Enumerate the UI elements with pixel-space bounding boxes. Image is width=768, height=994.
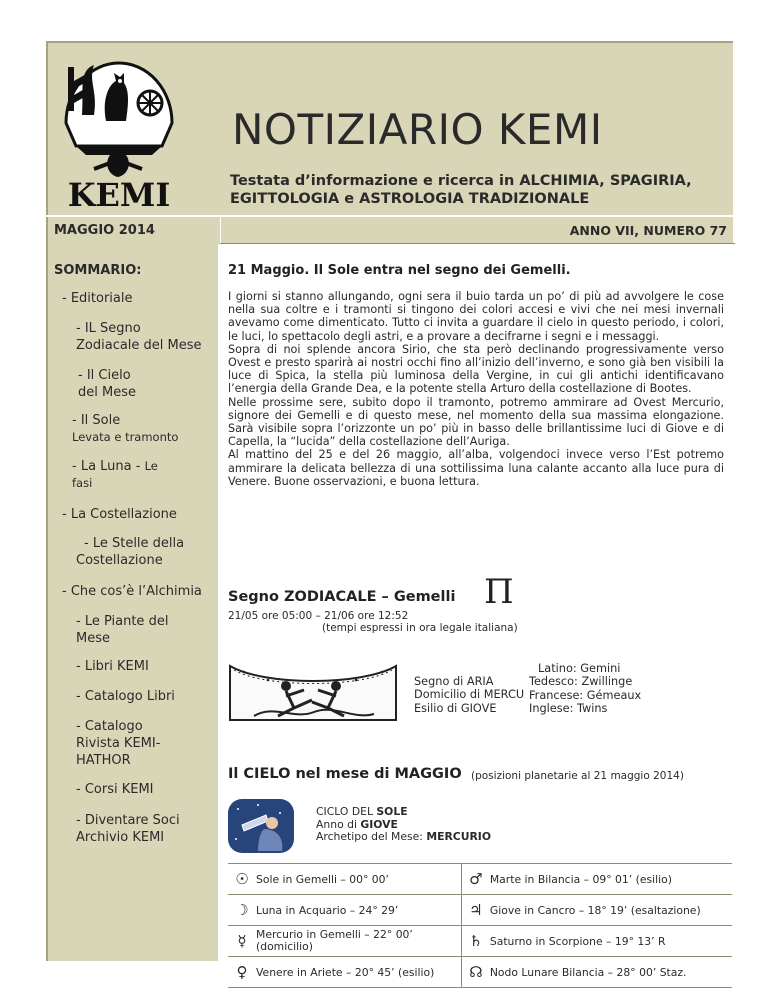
- toc-item-alchimia[interactable]: - Che cos’è l’Alchimia: [62, 584, 202, 599]
- toc-item-sole[interactable]: - Il Sole Levata e tramonto: [72, 413, 179, 444]
- mars-icon: ♂: [461, 864, 490, 895]
- planet-positions-table: [228, 863, 732, 988]
- article-title: 21 Maggio. Il Sole entra nel segno dei Gemelli.: [228, 263, 571, 278]
- gemini-illustration-icon: [224, 660, 402, 726]
- toc-item-soci[interactable]: - Diventare Soci Archivio KEMI: [76, 813, 180, 845]
- header: [46, 41, 733, 215]
- zodiac-title: Segno ZODIACALE – Gemelli: [228, 589, 456, 605]
- sky-cycle-info: CICLO DEL SOLE Anno di GIOVE Archetipo del Mese: MERCURIO: [316, 805, 491, 843]
- toc-item-stelle[interactable]: - Le Stelle della Costellazione: [76, 536, 185, 568]
- toc-item-costellazione[interactable]: - La Costellazione: [62, 507, 177, 522]
- gemini-glyph-icon: Π: [484, 572, 514, 612]
- lunar-node-icon: ☊: [461, 957, 490, 988]
- moon-icon: ☽: [228, 895, 256, 926]
- newsletter-title: NOTIZIARIO KEMI: [232, 105, 603, 154]
- newsletter-subtitle: Testata d’informazione e ricerca in ALCHIMIA, SPAGIRIA, EGITTOLOGIA e ASTROLOGIA TRADIZIONALE: [230, 173, 692, 207]
- toc-item-catalogo-rivista[interactable]: - Catalogo Rivista KEMI- HATHOR: [76, 719, 161, 768]
- issue-band: [46, 217, 733, 244]
- toc-item-libri[interactable]: - Libri KEMI: [76, 659, 149, 674]
- table-row: ☉ Sole in Gemelli – 00° 00’ ♂ Marte in Bilancia – 09° 01’ (esilio): [228, 864, 732, 895]
- jupiter-icon: ♃: [461, 895, 490, 926]
- saturn-icon: ♄: [461, 926, 490, 957]
- kemi-logo: [54, 51, 184, 211]
- sun-icon: ☉: [228, 864, 256, 895]
- table-row: ♀ Venere in Ariete – 20° 45’ (esilio) ☊ Nodo Lunare Bilancia – 28° 00’ Staz.: [228, 957, 732, 988]
- zodiac-dates: 21/05 ore 05:00 – 21/06 ore 12:52: [228, 610, 409, 622]
- sky-title: Il CIELO nel mese di MAGGIO: [228, 766, 462, 782]
- article-body: I giorni si stanno allungando, ogni sera il buio tarda un po’ di più ad avvolgere le cose nella sua coltre e i tramonti si tingono dei colori accesi e vivi che nei mesi invernali avevamo come dimenticato. Tutto ci invita a guardare il cielo in questo periodo, i colori, le luci, lo spettacolo degli astri, e a provare a decifrarne i segni e i messaggi. Sopra di noi splende ancora Sirio, che sta però declinando progressivamente verso Ovest e presto sparirà ai nostri occhi fino all’inizio dell’inverno, e sono già ben visibili la luce di Spica, la stella più luminosa della Vergine, in cui gli antichi identificavano l’energia della Grande Dea, e la potente stella Arturo della costellazione di Bootes. Nelle prossime sere, subito dopo il tramonto, potremo ammirare ad Ovest Mercurio, signore dei Gemelli e di questo mese, nel momento della sua massima elongazione. Sarà visibile sopra l’orizzonte un po’ più in basso delle brillantissime luci di Giove e di Capella, la “lucida” della costellazione dell’Auriga. Al mattino del 25 e del 26 maggio, all’alba, volgendoci invece verso l’Est potremo ammirare la delicata bellezza di una sottilissima luna calante accanto alla luce pura di Venere. Buone osservazioni, e buona lettura.: [228, 290, 724, 488]
- venus-icon: ♀: [228, 957, 256, 988]
- toc-item-piante[interactable]: - Le Piante del Mese: [76, 614, 169, 646]
- toc-item-segno[interactable]: - IL Segno Zodiacale del Mese: [76, 321, 202, 353]
- newsletter-page: [46, 41, 733, 981]
- mercury-icon: ☿: [228, 926, 256, 957]
- zodiac-attributes: Segno di ARIA Domicilio di MERCU Esilio di GIOVE: [414, 675, 525, 715]
- toc-item-cielo[interactable]: - Il Cielo del Mese: [78, 368, 136, 400]
- sky-note: (posizioni planetarie al 21 maggio 2014): [471, 770, 684, 782]
- zodiac-time-note: (tempi espressi in ora legale italiana): [322, 622, 518, 634]
- issue-number: ANNO VII, NUMERO 77: [569, 223, 727, 238]
- table-row: ☿ Mercurio in Gemelli – 22° 00’ (domicilio) ♄ Saturno in Scorpione – 19° 13’ R: [228, 926, 732, 957]
- astronomer-icon: [228, 799, 294, 853]
- toc-item-editoriale[interactable]: - Editoriale: [62, 291, 133, 306]
- toc-item-catalogo-libri[interactable]: - Catalogo Libri: [76, 689, 175, 704]
- svg-text:KEMI: KEMI: [67, 176, 171, 211]
- toc-item-luna[interactable]: - La Luna - Le fasi: [72, 459, 158, 490]
- table-row: ☽ Luna in Acquario – 24° 29’ ♃ Giove in Cancro – 18° 19’ (esaltazione): [228, 895, 732, 926]
- issue-date: MAGGIO 2014: [54, 223, 155, 238]
- toc-item-corsi[interactable]: - Corsi KEMI: [76, 782, 154, 797]
- summary-heading: SOMMARIO:: [54, 263, 142, 278]
- zodiac-names: Latino: Gemini Tedesco: Zwillinge Francese: Gémeaux Inglese: Twins: [529, 662, 642, 715]
- sidebar-summary: [46, 244, 218, 961]
